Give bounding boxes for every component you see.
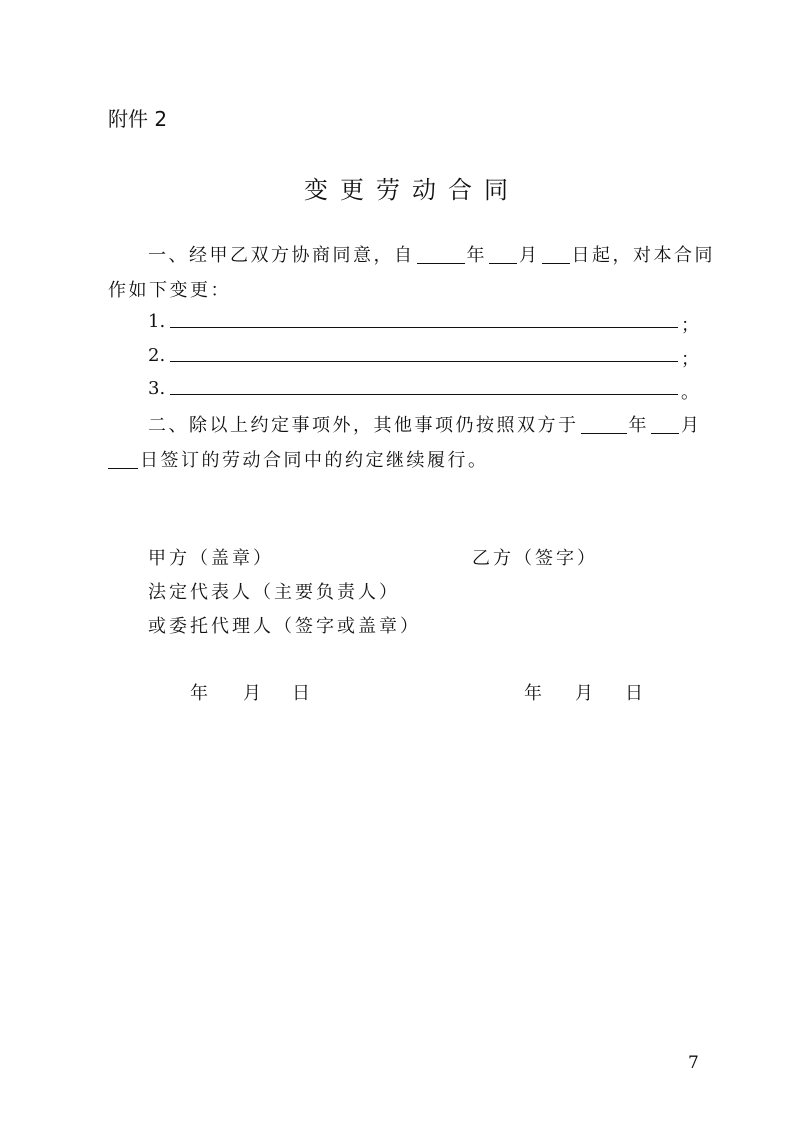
month-blank[interactable] [489, 245, 517, 264]
party-b-date-month: 月 [575, 683, 593, 704]
party-b-date-year: 年 [524, 683, 542, 704]
clause-2-year: 年 [628, 415, 649, 436]
item-2-blank[interactable] [170, 361, 678, 362]
clause-2-month-blank[interactable] [651, 415, 679, 434]
party-a-date-day: 日 [292, 683, 310, 704]
clause-1-prefix: 一、经甲乙双方协商同意，自 [148, 245, 415, 266]
item-1-end: ； [681, 315, 699, 336]
clause-1-month: 月 [519, 245, 540, 266]
clause-2-prefix: 二、除以上约定事项外，其他事项仍按照双方于 [148, 415, 579, 436]
authorized-agent-label: 或委托代理人（签字或盖章） [148, 616, 421, 637]
party-b-date-day: 日 [625, 683, 643, 704]
clause-1-line-2: 作如下变更： [108, 280, 231, 301]
party-b-label: 乙方（签字） [472, 548, 598, 569]
page-number: 7 [688, 1053, 699, 1073]
attachment-label: 附件 2 [108, 107, 168, 131]
party-a-label: 甲方（盖章） [148, 548, 274, 569]
clause-2-line-1 [148, 411, 702, 437]
clause-2-year-blank[interactable] [581, 415, 627, 434]
item-1-blank[interactable] [170, 327, 678, 328]
item-1-number: 1. [148, 311, 166, 332]
document-title: 变更劳动合同 [304, 176, 520, 204]
clause-1-day-suffix: 日起，对本合同 [571, 245, 715, 266]
item-2-number: 2. [148, 345, 166, 366]
clause-2-line-2 [108, 446, 489, 472]
item-3-end: 。 [681, 382, 699, 403]
clause-1-year: 年 [466, 245, 487, 266]
party-a-date-month: 月 [243, 683, 261, 704]
item-2-end: ； [681, 349, 699, 370]
clause-2-day-blank[interactable] [108, 450, 138, 469]
clause-1-line-1 [148, 241, 715, 267]
legal-representative-label: 法定代表人（主要负责人） [148, 582, 400, 603]
clause-2-month: 月 [681, 415, 702, 436]
clause-2-line-2-suffix: 日签订的劳动合同中的约定继续履行。 [140, 450, 489, 471]
party-a-date-year: 年 [190, 683, 208, 704]
year-blank[interactable] [417, 245, 465, 264]
item-3-blank[interactable] [170, 394, 678, 395]
day-blank[interactable] [542, 245, 570, 264]
item-3-number: 3. [148, 378, 166, 399]
